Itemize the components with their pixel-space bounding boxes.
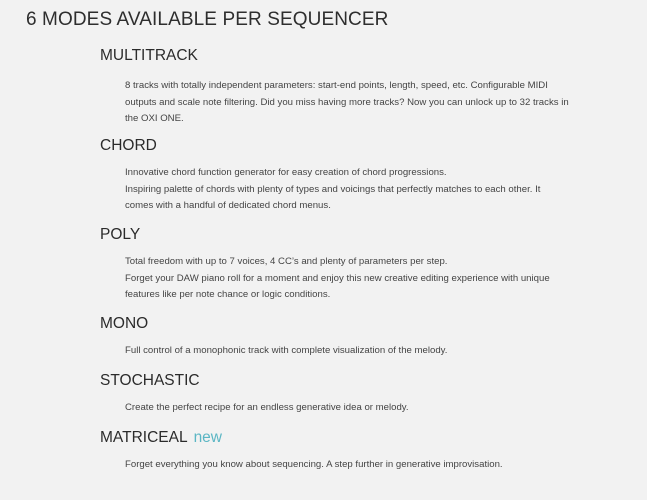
mode-poly [100, 226, 570, 300]
page-title: 6 MODES AVAILABLE PER SEQUENCER [26, 9, 389, 30]
description-line: 8 tracks with totally independent parameters: start-end points, length, speed, etc. Configurable MIDI outputs and scale note filtering. Did you miss having more tracks? Now you can unlock up to 32 tracks in the OXI ONE. [125, 80, 569, 124]
mode-title-mono: MONO [100, 315, 149, 332]
mode-chord [100, 137, 570, 211]
description-line: Inspiring palette of chords with plenty of types and voicings that perfectly matches to each other. It comes with a handful of dedicated chord menus. [125, 183, 541, 211]
description-line: Full control of a monophonic track with complete visualization of the melody. [125, 345, 448, 356]
description-line: Total freedom with up to 7 voices, 4 CC’s and plenty of parameters per step. [125, 256, 448, 267]
mode-mono [100, 315, 570, 356]
mode-stochastic [100, 372, 570, 413]
mode-description-multitrack [125, 78, 570, 128]
mode-matriceal [100, 429, 570, 470]
description-line: Forget everything you know about sequencing. A step further in generative improvisation. [125, 459, 503, 470]
mode-multitrack [100, 47, 570, 124]
mode-description-mono [125, 343, 570, 360]
mode-title-text: MATRICEAL [100, 429, 188, 446]
mode-title-matriceal [100, 429, 570, 447]
description-line: Innovative chord function generator for easy creation of chord progressions. [125, 167, 447, 178]
mode-description-poly [125, 254, 570, 304]
mode-description-matriceal [125, 457, 570, 474]
mode-description-chord [125, 165, 570, 215]
mode-title-poly: POLY [100, 226, 141, 243]
mode-title-chord: CHORD [100, 137, 157, 154]
description-line: Forget your DAW piano roll for a moment and enjoy this new creative editing experience with unique features like per note chance or logic conditions. [125, 272, 550, 300]
new-badge: new [193, 429, 222, 446]
mode-title-stochastic: STOCHASTIC [100, 372, 200, 389]
mode-description-stochastic [125, 400, 570, 417]
description-line: Create the perfect recipe for an endless generative idea or melody. [125, 402, 409, 413]
mode-title-multitrack: MULTITRACK [100, 47, 198, 64]
